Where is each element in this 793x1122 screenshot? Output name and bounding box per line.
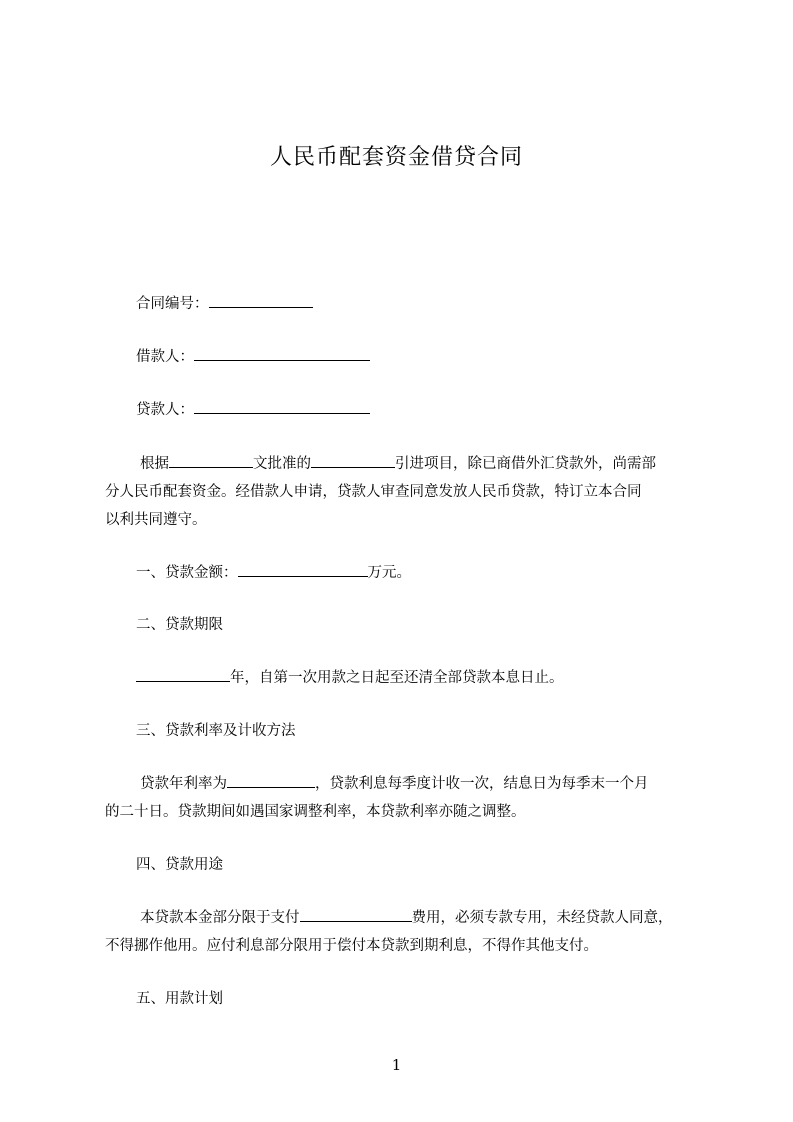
purpose-line-2: 不得挪作他用。应付利息部分限用于偿付本贷款到期利息，不得作其他支付。 [105, 938, 598, 954]
term-years-blank [136, 667, 230, 682]
section-2-heading: 二、贷款期限 [136, 617, 223, 633]
lender-blank [194, 399, 370, 414]
lender-line [136, 398, 370, 419]
approval-doc-blank [169, 453, 253, 468]
purpose-text-2: 费用，必须专款专用，未经贷款人同意， [411, 910, 673, 926]
purpose-line-1 [140, 906, 673, 927]
term-line [136, 666, 564, 687]
term-text: 年，自第一次用款之日起至还清全部贷款本息日止。 [230, 670, 564, 686]
borrower-line [136, 345, 370, 366]
section-1-amount [136, 561, 411, 582]
contract-number-blank [209, 293, 313, 308]
amount-blank [238, 562, 368, 577]
intro-line-1 [140, 452, 656, 473]
interest-rate-blank [227, 773, 315, 788]
project-blank [311, 453, 395, 468]
interest-text-2: ，贷款利息每季度计收一次，结息日为每季末一个月 [315, 776, 649, 792]
section-5-heading: 五、用款计划 [136, 991, 223, 1007]
amount-unit: 万元。 [367, 565, 411, 581]
document-title: 人民币配套资金借贷合同 [269, 145, 523, 170]
borrower-blank [194, 346, 370, 361]
interest-text-1: 贷款年利率为 [140, 776, 227, 792]
section-3-heading: 三、贷款利率及计收方法 [136, 723, 296, 739]
section-4-heading: 四、贷款用途 [136, 857, 223, 873]
amount-label: 一、贷款金额： [136, 565, 238, 581]
purpose-text-1: 本贷款本金部分限于支付 [140, 910, 300, 926]
borrower-label: 借款人： [136, 349, 194, 365]
purpose-blank [300, 907, 412, 922]
interest-line-1 [140, 772, 649, 793]
contract-number-line [136, 292, 313, 313]
contract-number-label: 合同编号： [136, 296, 209, 312]
intro-line-3: 以利共同遵守。 [105, 512, 207, 528]
lender-label: 贷款人： [136, 402, 194, 418]
intro-text-3: 引进项目，除已商借外汇贷款外，尚需部 [395, 456, 656, 472]
page-number: 1 [391, 1056, 402, 1074]
intro-line-2: 分人民币配套资金。经借款人申请，贷款人审查同意发放人民币贷款，特订立本合同 [105, 484, 642, 500]
intro-text-2: 文批准的 [253, 456, 311, 472]
intro-text-1: 根据 [140, 456, 169, 472]
interest-line-2: 的二十日。贷款期间如遇国家调整利率，本贷款利率亦随之调整。 [105, 804, 526, 820]
